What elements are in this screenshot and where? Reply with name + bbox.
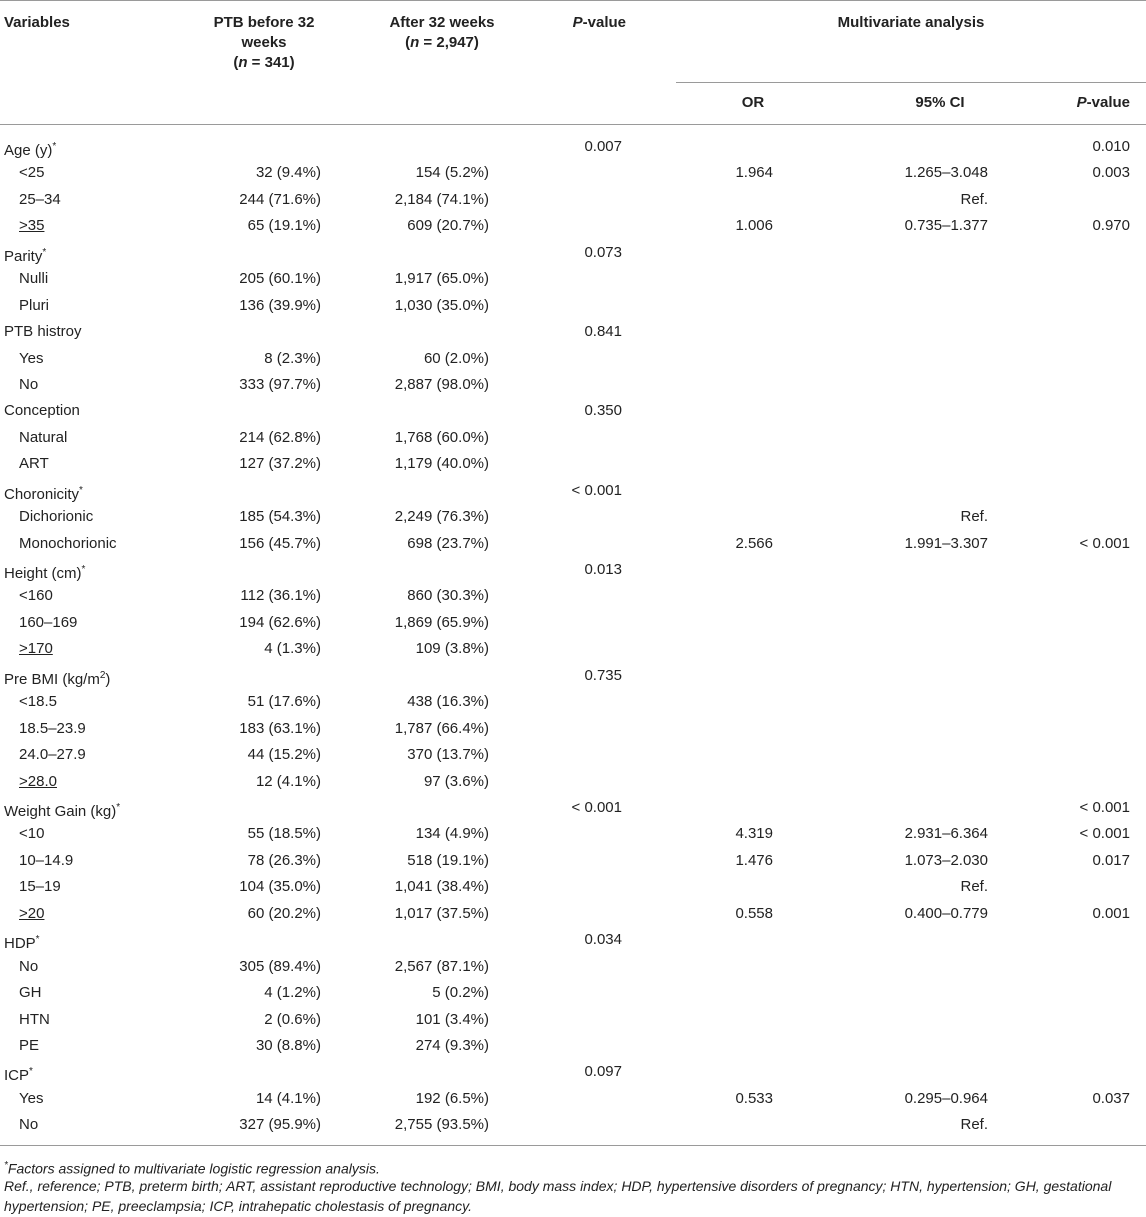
row-label: Parity* bbox=[4, 246, 47, 265]
row-label: No bbox=[19, 957, 39, 975]
header-multivariate: Multivariate analysis bbox=[837, 14, 985, 31]
table-row bbox=[0, 742, 1146, 768]
row-label: >28.0 bbox=[19, 772, 57, 790]
row-label: <18.5 bbox=[19, 693, 57, 711]
after-cell: 1,787 (66.4%) bbox=[394, 719, 489, 737]
ci-cell: Ref. bbox=[960, 190, 988, 208]
table-row bbox=[0, 372, 1146, 398]
row-label: 15–19 bbox=[19, 878, 61, 896]
ci-cell: 0.735–1.377 bbox=[904, 217, 988, 235]
ptb-cell: 78 (26.3%) bbox=[247, 851, 321, 869]
ci-cell: 1.265–3.048 bbox=[904, 164, 988, 182]
ptb-cell: 51 (17.6%) bbox=[247, 693, 321, 711]
p-value-cell: 0.841 bbox=[584, 323, 622, 341]
row-label: Yes bbox=[19, 1089, 44, 1107]
table-row bbox=[0, 1059, 1146, 1085]
ptb-cell: 185 (54.3%) bbox=[239, 508, 321, 526]
table-row bbox=[0, 848, 1146, 874]
ptb-cell: 183 (63.1%) bbox=[239, 719, 321, 737]
table-row bbox=[0, 398, 1146, 424]
ptb-cell: 4 (1.2%) bbox=[264, 984, 321, 1002]
table-row bbox=[0, 1007, 1146, 1033]
after-cell: 1,768 (60.0%) bbox=[394, 428, 489, 446]
bottom-rule bbox=[0, 1145, 1146, 1146]
table-row bbox=[0, 689, 1146, 715]
mv-p-value-cell: 0.001 bbox=[1092, 904, 1130, 922]
table-row bbox=[0, 663, 1146, 689]
header-after-line1: After 32 weeks bbox=[389, 14, 495, 31]
table-row bbox=[0, 716, 1146, 742]
row-label: GH bbox=[19, 984, 42, 1002]
header-after-n: (n = 2,947) bbox=[405, 34, 479, 51]
table-row bbox=[0, 266, 1146, 292]
after-cell: 2,887 (98.0%) bbox=[394, 375, 489, 393]
mv-p-value-cell: < 0.001 bbox=[1079, 799, 1130, 816]
ptb-cell: 55 (18.5%) bbox=[247, 825, 321, 843]
row-label: >20 bbox=[19, 904, 45, 922]
table-row bbox=[0, 583, 1146, 609]
row-label: 25–34 bbox=[19, 190, 61, 208]
ci-cell: 2.931–6.364 bbox=[904, 825, 988, 843]
ptb-cell: 305 (89.4%) bbox=[239, 957, 321, 975]
ptb-cell: 127 (37.2%) bbox=[239, 455, 321, 473]
table-row bbox=[0, 821, 1146, 847]
row-label: >35 bbox=[19, 217, 45, 235]
ptb-cell: 30 (8.8%) bbox=[255, 1036, 321, 1054]
table-row bbox=[0, 1086, 1146, 1112]
p-value-cell: 0.097 bbox=[584, 1063, 622, 1081]
ptb-cell: 244 (71.6%) bbox=[239, 190, 321, 208]
table-row bbox=[0, 610, 1146, 636]
header-mv-p-value: P-value bbox=[1076, 94, 1130, 111]
table-row bbox=[0, 346, 1146, 372]
after-cell: 698 (23.7%) bbox=[407, 534, 489, 552]
after-cell: 1,917 (65.0%) bbox=[394, 270, 489, 288]
ci-cell: 1.991–3.307 bbox=[904, 534, 988, 552]
ptb-cell: 327 (95.9%) bbox=[239, 1116, 321, 1134]
header-ci: 95% CI bbox=[915, 94, 965, 111]
header-variables: Variables bbox=[4, 14, 70, 31]
mv-p-value-cell: < 0.001 bbox=[1079, 534, 1130, 552]
header-bottom-rule bbox=[0, 124, 1146, 125]
table-row bbox=[0, 425, 1146, 451]
row-label: Monochorionic bbox=[19, 534, 117, 552]
row-label: Natural bbox=[19, 428, 68, 446]
header-p-value: P-value bbox=[572, 14, 626, 31]
ptb-cell: 156 (45.7%) bbox=[239, 534, 321, 552]
table-row bbox=[0, 531, 1146, 557]
ptb-cell: 14 (4.1%) bbox=[255, 1089, 321, 1107]
table-row bbox=[0, 504, 1146, 530]
or-cell: 1.964 bbox=[735, 164, 773, 182]
table-row bbox=[0, 557, 1146, 583]
row-label: PTB histroy bbox=[4, 323, 82, 341]
mv-p-value-cell: 0.017 bbox=[1092, 851, 1130, 869]
after-cell: 154 (5.2%) bbox=[415, 164, 489, 182]
after-cell: 518 (19.1%) bbox=[407, 851, 489, 869]
ci-cell: 0.400–0.779 bbox=[904, 904, 988, 922]
header-ptb-line2: weeks bbox=[241, 34, 287, 51]
after-cell: 2,249 (76.3%) bbox=[394, 508, 489, 526]
multivariate-rule bbox=[676, 82, 1146, 83]
top-rule bbox=[0, 0, 1146, 1]
ptb-cell: 112 (36.1%) bbox=[240, 587, 321, 605]
after-cell: 97 (3.6%) bbox=[423, 772, 489, 790]
row-label: Choronicity* bbox=[4, 484, 83, 503]
row-label: PE bbox=[19, 1036, 40, 1054]
table-row bbox=[0, 954, 1146, 980]
ptb-cell: 8 (2.3%) bbox=[264, 349, 321, 367]
row-label: ART bbox=[19, 455, 49, 473]
after-cell: 101 (3.4%) bbox=[415, 1010, 489, 1028]
header-ptb-line1: PTB before 32 bbox=[213, 14, 315, 31]
footnote-1: *Factors assigned to multivariate logistic regression analysis. bbox=[4, 1160, 380, 1177]
table-row bbox=[0, 901, 1146, 927]
or-cell: 0.533 bbox=[735, 1089, 773, 1107]
after-cell: 109 (3.8%) bbox=[415, 640, 489, 658]
or-cell: 2.566 bbox=[735, 534, 773, 552]
mv-p-value-cell: 0.970 bbox=[1092, 217, 1130, 235]
footnote-2: Ref., reference; PTB, preterm birth; ART, assistant reproductive technology; BMI, body mass index; HDP, hypertensive disorders of pregnancy; HTN, hypertension; GH, gestational hypertension; PE, preeclampsia; ICP, intrahepatic cholestasis of pregnancy. bbox=[4, 1178, 1112, 1214]
after-cell: 370 (13.7%) bbox=[407, 746, 489, 764]
mv-p-value-cell: 0.037 bbox=[1092, 1089, 1130, 1107]
row-label: ICP* bbox=[4, 1066, 33, 1085]
table-row bbox=[0, 240, 1146, 266]
table-row bbox=[0, 1112, 1146, 1138]
row-label: 160–169 bbox=[19, 613, 78, 631]
table-row bbox=[0, 293, 1146, 319]
or-cell: 1.476 bbox=[735, 851, 773, 869]
header-after bbox=[368, 13, 516, 53]
ptb-cell: 32 (9.4%) bbox=[255, 164, 321, 182]
after-cell: 1,041 (38.4%) bbox=[394, 878, 489, 896]
ptb-cell: 12 (4.1%) bbox=[255, 772, 321, 790]
or-cell: 1.006 bbox=[735, 217, 773, 235]
row-label: Yes bbox=[19, 349, 44, 367]
row-label: <160 bbox=[19, 587, 53, 605]
after-cell: 2,567 (87.1%) bbox=[394, 957, 489, 975]
row-label: Age (y)* bbox=[4, 141, 57, 159]
row-label: Pluri bbox=[19, 296, 50, 314]
p-value-cell: 0.073 bbox=[584, 243, 622, 261]
table-row bbox=[0, 160, 1146, 186]
after-cell: 438 (16.3%) bbox=[407, 693, 489, 711]
after-cell: 609 (20.7%) bbox=[407, 217, 489, 235]
table-row bbox=[0, 927, 1146, 953]
ci-cell: 1.073–2.030 bbox=[904, 851, 988, 869]
row-label: Nulli bbox=[19, 270, 49, 288]
p-value-cell: < 0.001 bbox=[571, 481, 622, 499]
ci-cell: Ref. bbox=[960, 878, 988, 896]
table-row bbox=[0, 1033, 1146, 1059]
row-label: 24.0–27.9 bbox=[19, 746, 86, 764]
ptb-cell: 205 (60.1%) bbox=[239, 270, 321, 288]
table-row bbox=[0, 213, 1146, 239]
row-label: Height (cm)* bbox=[4, 564, 86, 583]
after-cell: 2,184 (74.1%) bbox=[394, 190, 489, 208]
table-row bbox=[0, 187, 1146, 213]
table-row bbox=[0, 134, 1146, 160]
ci-cell: 0.295–0.964 bbox=[904, 1089, 988, 1107]
row-label: Dichorionic bbox=[19, 508, 94, 526]
row-label: No bbox=[19, 375, 39, 393]
row-label: Weight Gain (kg)* bbox=[4, 802, 121, 820]
row-label: 18.5–23.9 bbox=[19, 719, 86, 737]
after-cell: 192 (6.5%) bbox=[415, 1089, 489, 1107]
table-row bbox=[0, 874, 1146, 900]
row-label: Conception bbox=[4, 402, 80, 420]
table-row bbox=[0, 795, 1146, 821]
ptb-cell: 104 (35.0%) bbox=[239, 878, 321, 896]
row-label: No bbox=[19, 1116, 39, 1134]
row-label: Pre BMI $(kg/m^2)$ bbox=[4, 669, 111, 688]
p-value-cell: 0.350 bbox=[584, 402, 622, 420]
ptb-cell: 65 (19.1%) bbox=[247, 217, 321, 235]
after-cell: 134 (4.9%) bbox=[415, 825, 489, 843]
ptb-cell: 194 (62.6%) bbox=[239, 613, 321, 631]
table-row bbox=[0, 451, 1146, 477]
ptb-cell: 2 (0.6%) bbox=[264, 1010, 321, 1028]
or-cell: 4.319 bbox=[735, 825, 773, 843]
after-cell: 60 (2.0%) bbox=[423, 349, 489, 367]
after-cell: 860 (30.3%) bbox=[407, 587, 489, 605]
row-label: >170 bbox=[19, 640, 53, 658]
mv-p-value-cell: 0.003 bbox=[1092, 164, 1130, 182]
ptb-cell: 44 (15.2%) bbox=[247, 746, 321, 764]
row-label: HDP* bbox=[4, 934, 40, 953]
row-label: 10–14.9 bbox=[19, 851, 74, 869]
p-value-cell: 0.013 bbox=[584, 561, 622, 579]
after-cell: 1,030 (35.0%) bbox=[394, 296, 489, 314]
header-ptb bbox=[190, 13, 338, 73]
ptb-cell: 333 (97.7%) bbox=[239, 375, 321, 393]
p-value-cell: < 0.001 bbox=[571, 799, 622, 816]
ptb-cell: 60 (20.2%) bbox=[247, 904, 321, 922]
table-row bbox=[0, 319, 1146, 345]
row-label: HTN bbox=[19, 1010, 50, 1028]
ptb-cell: 214 (62.8%) bbox=[239, 428, 321, 446]
ptb-cell: 136 (39.9%) bbox=[239, 296, 321, 314]
ci-cell: Ref. bbox=[960, 1116, 988, 1134]
ci-cell: Ref. bbox=[960, 508, 988, 526]
after-cell: 1,017 (37.5%) bbox=[394, 904, 489, 922]
mv-p-value-cell: 0.010 bbox=[1092, 138, 1130, 155]
header-or: OR bbox=[741, 94, 765, 111]
or-cell: 0.558 bbox=[735, 904, 773, 922]
after-cell: 1,869 (65.9%) bbox=[394, 613, 489, 631]
p-value-cell: 0.007 bbox=[584, 138, 622, 155]
after-cell: 2,755 (93.5%) bbox=[394, 1116, 489, 1134]
table-row bbox=[0, 769, 1146, 795]
table-row bbox=[0, 636, 1146, 662]
table-row bbox=[0, 478, 1146, 504]
row-label: <25 bbox=[19, 164, 45, 182]
after-cell: 5 (0.2%) bbox=[432, 984, 489, 1002]
after-cell: 1,179 (40.0%) bbox=[394, 455, 489, 473]
row-label: <10 bbox=[19, 825, 45, 843]
ptb-cell: 4 (1.3%) bbox=[264, 640, 321, 658]
header-ptb-n: (n = 341) bbox=[233, 54, 295, 71]
mv-p-value-cell: < 0.001 bbox=[1079, 825, 1130, 843]
p-value-cell: 0.735 bbox=[584, 666, 622, 684]
after-cell: 274 (9.3%) bbox=[415, 1036, 489, 1054]
p-value-cell: 0.034 bbox=[584, 931, 622, 949]
table-row bbox=[0, 980, 1146, 1006]
